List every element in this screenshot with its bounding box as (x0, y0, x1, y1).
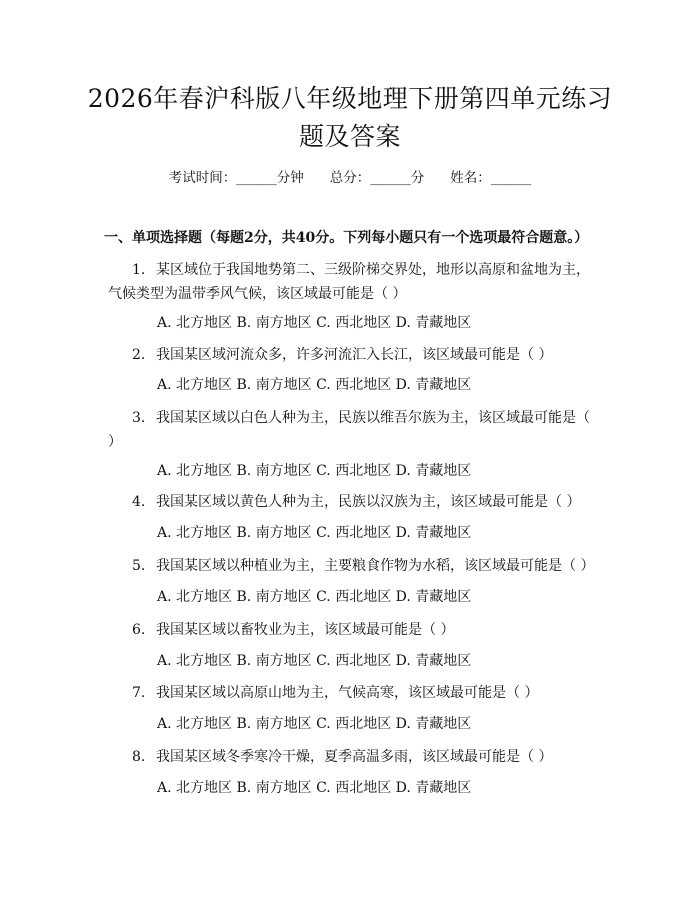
question-number: 5. (132, 558, 146, 574)
question-4 (108, 490, 598, 514)
question-2-options: A. 北方地区 B. 南方地区 C. 西北地区 D. 青藏地区 (157, 377, 472, 393)
question-number: 3. (132, 410, 146, 426)
question-7 (108, 681, 598, 705)
question-text: 我国某区域河流众多，许多河流汇入长江，该区域最可能是（ ） (156, 347, 553, 363)
question-5-options: A. 北方地区 B. 南方地区 C. 西北地区 D. 青藏地区 (157, 589, 472, 605)
question-text: 我国某区域冬季寒冷干燥，夏季高温多雨，该区域最可能是（ ） (156, 749, 553, 765)
question-text: 我国某区域以种植业为主，主要粮食作物为水稻，该区域最可能是（ ） (156, 558, 595, 574)
question-6 (108, 618, 598, 642)
question-number: 8. (132, 749, 146, 765)
exam-time-field: 考试时间：______分钟 (168, 170, 304, 186)
question-text: 某区域位于我国地势第二、三级阶梯交界处，地形以高原和盆地为主，气候类型为温带季风气候，该区域最可能是（ ） (108, 262, 590, 302)
question-text: 我国某区域以畜牧业为主，该区域最可能是（ ） (156, 622, 455, 638)
question-6-options: A. 北方地区 B. 南方地区 C. 西北地区 D. 青藏地区 (157, 653, 472, 669)
total-score-field: 总分：______分 (329, 170, 425, 186)
question-8-options: A. 北方地区 B. 南方地区 C. 西北地区 D. 青藏地区 (157, 780, 472, 796)
question-3 (108, 406, 598, 454)
question-text: 我国某区域以白色人种为主，民族以维吾尔族为主，该区域最可能是（ ） (108, 410, 590, 450)
question-1-options: A. 北方地区 B. 南方地区 C. 西北地区 D. 青藏地区 (157, 315, 472, 331)
name-field: 姓名：______ (450, 170, 532, 186)
question-number: 2. (132, 347, 146, 363)
document-title: 2026年春沪科版八年级地理下册第四单元练习题及答案 (87, 84, 613, 151)
exam-info (0, 168, 700, 188)
question-number: 1. (132, 262, 146, 278)
question-1 (108, 258, 598, 306)
question-5 (108, 554, 598, 578)
question-8 (108, 745, 598, 769)
question-text: 我国某区域以高原山地为主，气候高寒，该区域最可能是（ ） (156, 685, 539, 701)
question-text: 我国某区域以黄色人种为主，民族以汉族为主，该区域最可能是（ ） (156, 494, 581, 510)
question-number: 7. (132, 685, 146, 701)
question-2 (108, 343, 598, 367)
question-4-options: A. 北方地区 B. 南方地区 C. 西北地区 D. 青藏地区 (157, 525, 472, 541)
question-3-options: A. 北方地区 B. 南方地区 C. 西北地区 D. 青藏地区 (157, 463, 472, 479)
section-heading: 一、单项选择题（每题2分，共40分。下列每小题只有一个选项最符合题意。） (104, 230, 589, 246)
question-number: 4. (132, 494, 146, 510)
question-7-options: A. 北方地区 B. 南方地区 C. 西北地区 D. 青藏地区 (157, 716, 472, 732)
question-number: 6. (132, 622, 146, 638)
